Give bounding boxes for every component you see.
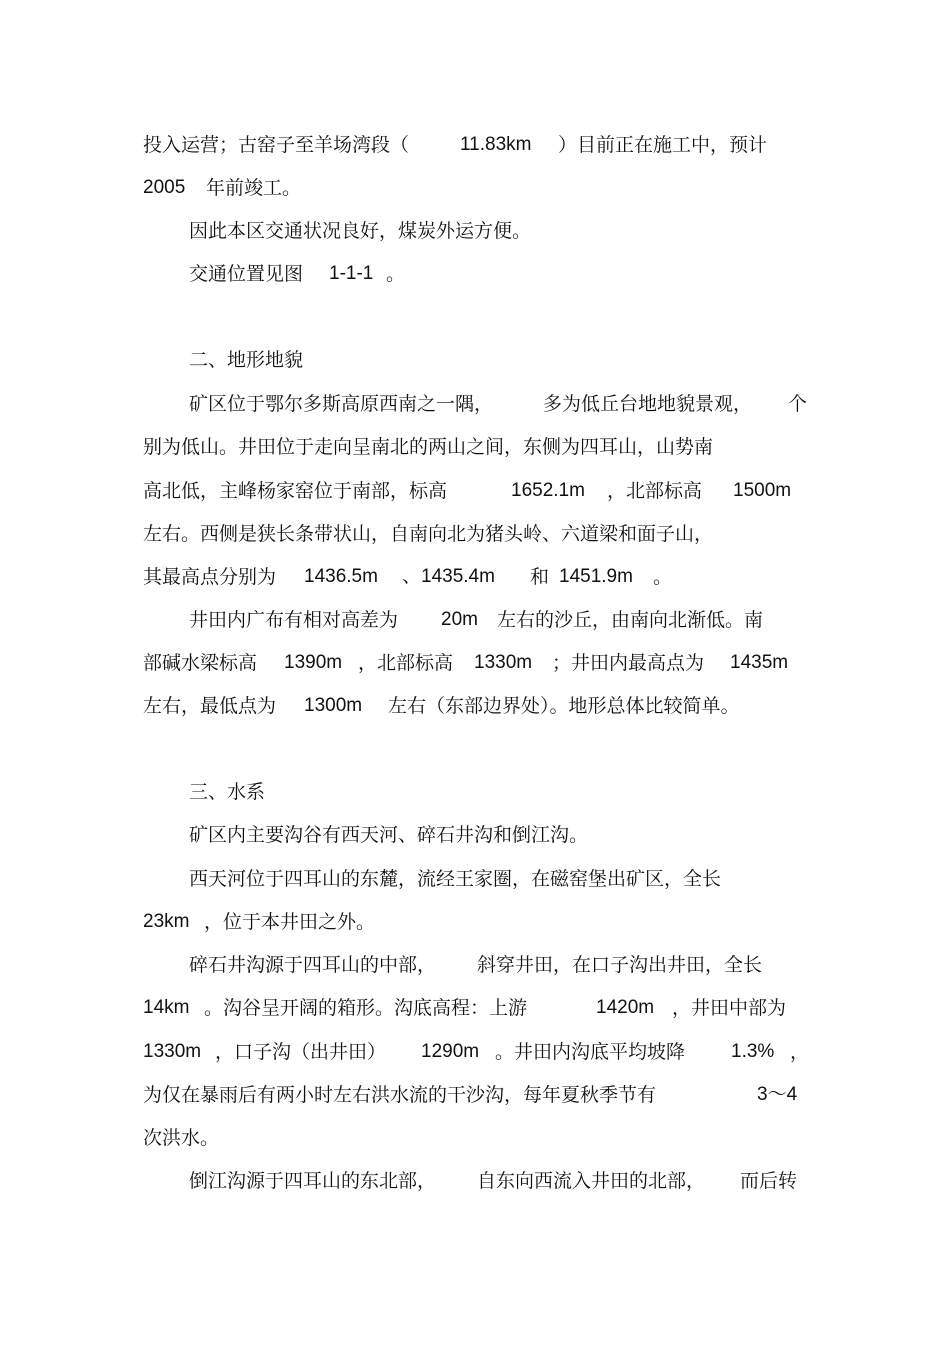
text-segment: 交通位置见图 bbox=[189, 263, 304, 285]
text-line bbox=[0, 1123, 950, 1153]
text-line bbox=[0, 820, 950, 850]
text-line bbox=[0, 907, 950, 937]
text-line bbox=[0, 130, 950, 160]
text-line bbox=[0, 605, 950, 635]
text-segment: 投入运营；古窑子至羊场湾段（ bbox=[143, 134, 410, 156]
text-line bbox=[0, 864, 950, 894]
text-line bbox=[0, 691, 950, 721]
text-segment: 部碱水梁标高 bbox=[143, 652, 258, 674]
text-segment: 个 bbox=[788, 393, 808, 415]
text-segment: 年前竣工。 bbox=[206, 177, 302, 199]
text-segment: 自东向西流入井田的北部， bbox=[477, 1170, 706, 1192]
text-segment: 1290m bbox=[421, 1041, 480, 1062]
text-segment: 倒江沟源于四耳山的东北部， bbox=[189, 1170, 437, 1192]
text-segment: 23km bbox=[143, 911, 190, 932]
text-segment: 1451.9m bbox=[559, 566, 633, 587]
text-segment: 20m bbox=[441, 609, 478, 630]
text-segment: 多为低丘台地地貌景观， bbox=[543, 393, 753, 415]
text-segment: ）目前正在施工中，预计 bbox=[558, 134, 768, 156]
text-segment: 1390m bbox=[284, 652, 343, 673]
text-segment: 井田内广布有相对高差为 bbox=[189, 609, 399, 631]
text-segment: 。 bbox=[653, 566, 673, 588]
heading-text: 二、地形地貌 bbox=[189, 349, 304, 371]
text-segment: 3～4 bbox=[757, 1084, 798, 1105]
text-segment: ，北部标高 bbox=[358, 652, 454, 674]
text-segment: 1652.1m bbox=[511, 480, 585, 501]
text-segment: 矿区内主要沟谷有西天河、碎石井沟和倒江沟。 bbox=[189, 824, 589, 846]
text-segment: 为仅在暴雨后有两小时左右洪水流的干沙沟，每年夏秋季节有 bbox=[143, 1084, 657, 1106]
text-line bbox=[0, 259, 950, 289]
text-segment: 1436.5m bbox=[304, 566, 378, 587]
text-segment: 和 bbox=[530, 566, 550, 588]
text-line bbox=[0, 993, 950, 1023]
text-segment: 。沟谷呈开阔的箱形。沟底高程：上游 bbox=[204, 997, 528, 1019]
text-line bbox=[0, 476, 950, 506]
text-line bbox=[0, 1080, 950, 1110]
text-line bbox=[0, 1166, 950, 1196]
text-line bbox=[0, 950, 950, 980]
text-segment: 11.83km bbox=[460, 134, 532, 155]
text-segment: 1500m bbox=[733, 480, 792, 501]
text-segment: ， bbox=[790, 1041, 810, 1063]
text-segment: 而后转 bbox=[740, 1170, 798, 1192]
text-segment: 左右，最低点为 bbox=[143, 695, 277, 717]
text-line bbox=[0, 519, 950, 549]
text-segment: 、1435.4m bbox=[402, 566, 495, 587]
text-segment: 1330m bbox=[474, 652, 533, 673]
text-segment: 1.3% bbox=[731, 1041, 775, 1062]
text-line bbox=[0, 389, 950, 419]
text-line bbox=[0, 216, 950, 246]
text-segment: 。井田内沟底平均坡降 bbox=[495, 1041, 686, 1063]
text-segment: ，口子沟（出井田） bbox=[215, 1041, 387, 1063]
text-segment: 矿区位于鄂尔多斯高原西南之一隅， bbox=[189, 393, 494, 415]
text-segment: 。 bbox=[386, 263, 406, 285]
text-segment: 1330m bbox=[143, 1041, 202, 1062]
text-segment: ；井田内最高点为 bbox=[552, 652, 705, 674]
text-segment: ，北部标高 bbox=[607, 480, 703, 502]
text-segment: 14km bbox=[143, 997, 190, 1018]
text-line bbox=[0, 562, 950, 592]
text-segment: 别为低山。井田位于走向呈南北的两山之间，东侧为四耳山，山势南 bbox=[143, 436, 714, 458]
text-line bbox=[0, 648, 950, 678]
section-heading bbox=[0, 345, 950, 375]
section-heading bbox=[0, 777, 950, 807]
text-line bbox=[0, 173, 950, 203]
text-segment: 其最高点分别为 bbox=[143, 566, 277, 588]
text-segment: 次洪水。 bbox=[143, 1127, 220, 1149]
text-segment: 碎石井沟源于四耳山的中部， bbox=[189, 954, 437, 976]
text-segment: ，位于本井田之外。 bbox=[204, 911, 376, 933]
text-segment: 左右（东部边界处）。地形总体比较简单。 bbox=[388, 695, 740, 717]
figure-reference: 1-1-1 bbox=[329, 263, 374, 284]
text-segment: 1420m bbox=[596, 997, 655, 1018]
text-segment: 高北低，主峰杨家窑位于南部，标高 bbox=[143, 480, 448, 502]
text-segment: 左右的沙丘，由南向北渐低。南 bbox=[497, 609, 764, 631]
text-segment: 1300m bbox=[304, 695, 363, 716]
text-segment: 1435m bbox=[730, 652, 789, 673]
text-line bbox=[0, 1037, 950, 1067]
heading-text: 三、水系 bbox=[189, 781, 266, 803]
text-segment: 因此本区交通状况良好，煤炭外运方便。 bbox=[189, 220, 532, 242]
text-segment: 2005 bbox=[143, 177, 186, 198]
text-segment: 斜穿井田，在口子沟出井田，全长 bbox=[477, 954, 763, 976]
text-line bbox=[0, 432, 950, 462]
text-segment: 左右。西侧是狭长条带状山，自南向北为猪头岭、六道梁和面子山， bbox=[143, 523, 714, 545]
text-segment: 西天河位于四耳山的东麓，流经王家圈，在磁窑堡出矿区，全长 bbox=[189, 868, 722, 890]
text-segment: ，井田中部为 bbox=[672, 997, 787, 1019]
